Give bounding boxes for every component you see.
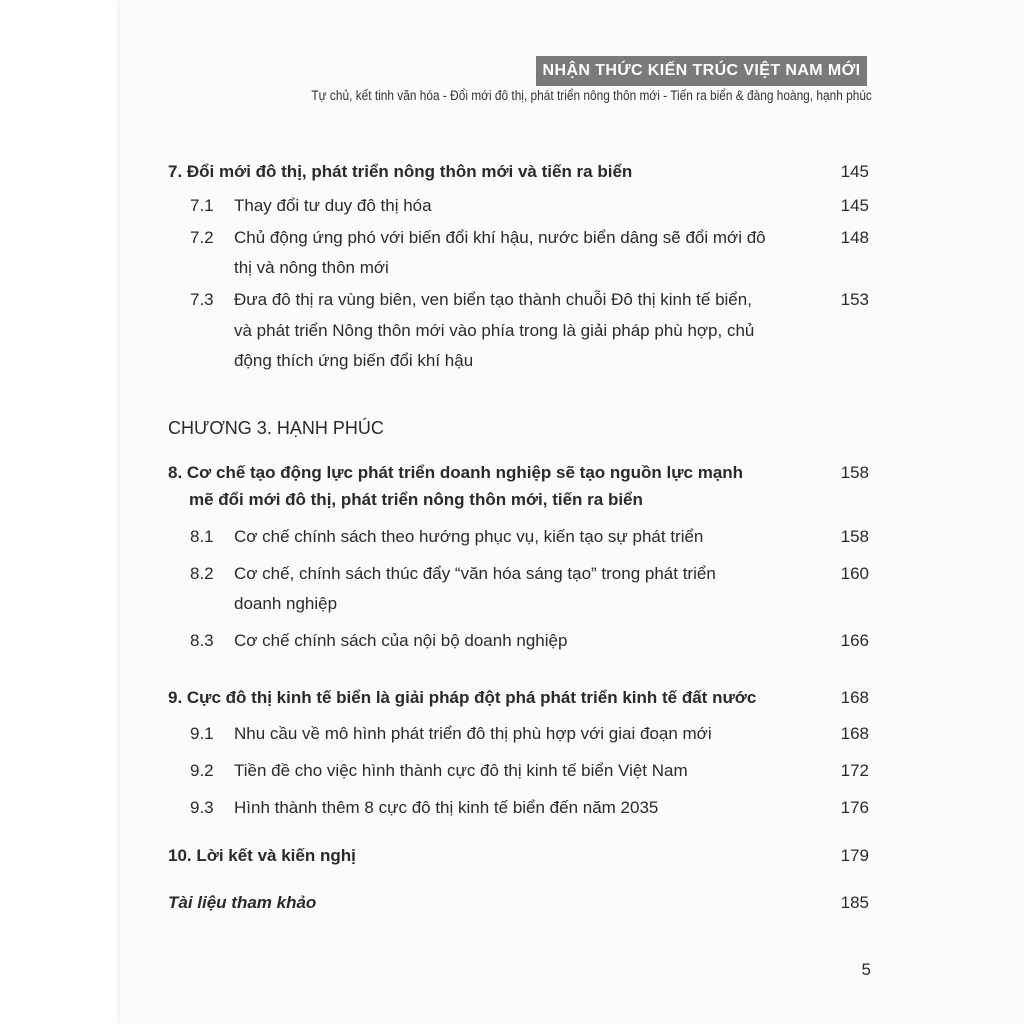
toc-entry-7-1-num: 7.1 — [190, 196, 214, 215]
toc-entry-9-1-text[interactable]: Nhu cầu về mô hình phát triển đô thị phù hợp với giai đoạn mới — [234, 724, 712, 743]
toc-entry-7-3-num: 7.3 — [190, 290, 214, 309]
toc-entry-8-page: 158 — [840, 463, 869, 482]
book-page — [120, 0, 1024, 1024]
toc-entry-7-3-page: 153 — [840, 290, 869, 309]
toc-entry-7-title[interactable]: 7. Đổi mới đô thị, phát triển nông thôn mới và tiến ra biển — [168, 162, 633, 181]
toc-entry-7-3-line2[interactable]: và phát triển Nông thôn mới vào phía trong là giải pháp phù hợp, chủ — [234, 321, 755, 340]
toc-entry-7-2-page: 148 — [840, 228, 869, 247]
toc-entry-8-line1[interactable]: 8. Cơ chế tạo động lực phát triển doanh nghiệp sẽ tạo nguồn lực mạnh — [168, 463, 744, 482]
toc-entry-9-2-text[interactable]: Tiền đề cho việc hình thành cực đô thị kinh tế biển Việt Nam — [234, 761, 688, 780]
toc-entry-8-3-page: 166 — [840, 631, 869, 650]
toc-entry-9-3-page: 176 — [840, 798, 869, 817]
toc-entry-8-line2[interactable]: mẽ đổi mới đô thị, phát triển nông thôn mới, tiến ra biển — [189, 490, 643, 509]
toc-entry-8-2-line2[interactable]: doanh nghiệp — [234, 594, 338, 613]
toc-entry-7-2-line1[interactable]: Chủ động ứng phó với biến đổi khí hậu, nước biển dâng sẽ đổi mới đô — [234, 228, 766, 247]
toc-entry-8-3-num: 8.3 — [190, 631, 214, 650]
toc-entry-9-2-num: 9.2 — [190, 761, 214, 780]
toc-entry-7-2-num: 7.2 — [190, 228, 214, 247]
toc-entry-8-1-text[interactable]: Cơ chế chính sách theo hướng phục vụ, kiến tạo sự phát triển — [234, 527, 704, 546]
toc-entry-9-3-text[interactable]: Hình thành thêm 8 cực đô thị kinh tế biển đến năm 2035 — [234, 798, 659, 817]
toc-entry-9-2-page: 172 — [840, 761, 869, 780]
toc-entry-9-1-num: 9.1 — [190, 724, 214, 743]
toc-entry-8-1-page: 158 — [840, 527, 869, 546]
chapter-heading: CHƯƠNG 3. HẠNH PHÚC — [168, 418, 384, 438]
toc-entry-references[interactable]: Tài liệu tham khảo — [168, 893, 317, 912]
page-number: 5 — [861, 960, 871, 979]
toc-entry-10-title[interactable]: 10. Lời kết và kiến nghị — [168, 846, 356, 865]
toc-entry-8-2-page: 160 — [840, 564, 869, 583]
toc-entry-9-1-page: 168 — [840, 724, 869, 743]
toc-entry-10-page: 179 — [840, 846, 869, 865]
toc-entry-7-1-page: 145 — [840, 196, 869, 215]
header-subtitle: Tự chủ, kết tinh văn hóa - Đổi mới đô thị, phát triển nông thôn mới - Tiến ra biển & đàng hoàng, hạnh phúc — [311, 88, 872, 103]
toc-entry-7-1-text[interactable]: Thay đổi tư duy đô thị hóa — [234, 196, 432, 215]
toc-entry-7-page: 145 — [840, 162, 869, 181]
toc-entry-9-page: 168 — [840, 688, 869, 707]
header-banner: NHẬN THỨC KIẾN TRÚC VIỆT NAM MỚI — [536, 56, 867, 86]
toc-entry-8-1-num: 8.1 — [190, 527, 214, 546]
toc-entry-7-3-line3[interactable]: động thích ứng biến đổi khí hậu — [234, 351, 474, 370]
toc-entry-8-3-text[interactable]: Cơ chế chính sách của nội bộ doanh nghiệp — [234, 631, 568, 650]
toc-entry-references-page: 185 — [840, 893, 869, 912]
toc-entry-7-2-line2[interactable]: thị và nông thôn mới — [234, 258, 389, 277]
toc-entry-7-3-line1[interactable]: Đưa đô thị ra vùng biên, ven biển tạo thành chuỗi Đô thị kinh tế biển, — [234, 290, 752, 309]
toc-entry-8-2-num: 8.2 — [190, 564, 214, 583]
toc-entry-9-3-num: 9.3 — [190, 798, 214, 817]
toc-entry-9-title[interactable]: 9. Cực đô thị kinh tế biển là giải pháp đột phá phát triển kinh tế đất nước — [168, 688, 757, 707]
toc-entry-8-2-line1[interactable]: Cơ chế, chính sách thúc đẩy “văn hóa sáng tạo” trong phát triển — [234, 564, 716, 583]
